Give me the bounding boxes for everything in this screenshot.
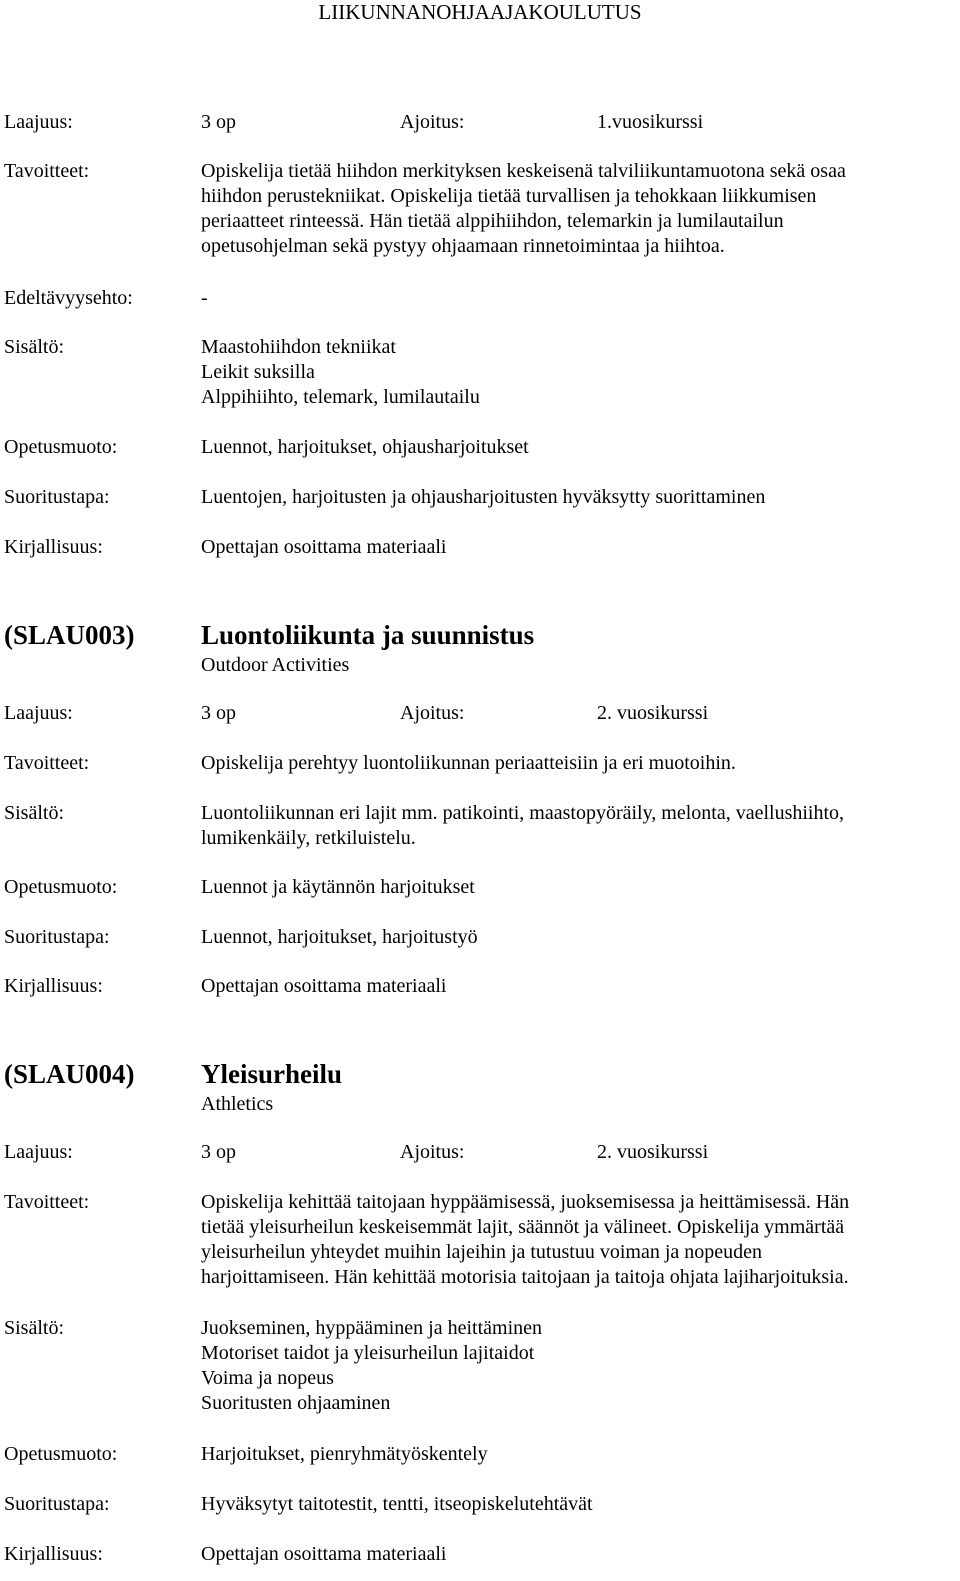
sisalto-label: Sisältö: [4,1317,65,1339]
text-line: Luontoliikunnan eri lajit mm. patikointi, maastopyöräily, melonta, vaellushiihto, [201,802,845,824]
tavoitteet-label: Tavoitteet: [4,160,90,182]
text-line: Maastohiihdon tekniikat [201,336,396,358]
tavoitteet-label: Tavoitteet: [4,752,90,774]
opetusmuoto-label: Opetusmuoto: [4,876,118,898]
sisalto-value [201,801,959,851]
tavoitteet-value: Opiskelija perehtyy luontoliikunnan periaatteisiin ja eri muotoihin. [201,752,736,774]
kirjallisuus-label: Kirjallisuus: [4,536,103,558]
laajuus-label: Laajuus: [4,1141,73,1163]
laajuus-value: 3 op [201,1141,236,1163]
kirjallisuus-label: Kirjallisuus: [4,975,103,997]
opetusmuoto-value: Harjoitukset, pienryhmätyöskentely [201,1443,488,1465]
ajoitus-label: Ajoitus: [400,702,465,724]
suoritustapa-label: Suoritustapa: [4,1493,110,1515]
laajuus-label: Laajuus: [4,111,73,133]
laajuus-label: Laajuus: [4,702,73,724]
ajoitus-label: Ajoitus: [400,1141,465,1163]
ajoitus-value: 2. vuosikurssi [597,1141,709,1163]
opetusmuoto-value: Luennot ja käytännön harjoitukset [201,876,475,898]
edeltavyysehto-label: Edeltävyysehto: [4,287,133,309]
course-code: (SLAU003) [4,620,135,650]
tavoitteet-value [201,159,959,259]
text-line: harjoittamiseen. Hän kehittää motorisia taitojaan ja taitoja ohjata lajiharjoituksia. [201,1266,849,1288]
laajuus-value: 3 op [201,702,236,724]
ajoitus-value: 1.vuosikurssi [597,111,704,133]
suoritustapa-label: Suoritustapa: [4,926,110,948]
course-subtitle: Athletics [201,1093,274,1115]
page-header: LIIKUNNANOHJAAJAKOULUTUS [318,0,642,24]
tavoitteet-label: Tavoitteet: [4,1191,90,1213]
sisalto-label: Sisältö: [4,336,65,358]
course-title: Yleisurheilu [201,1059,343,1089]
course-title: Luontoliikunta ja suunnistus [201,620,535,650]
laajuus-value: 3 op [201,111,236,133]
text-line: Juokseminen, hyppääminen ja heittäminen [201,1317,543,1339]
suoritustapa-value: Luennot, harjoitukset, harjoitustyö [201,926,478,948]
sisalto-label: Sisältö: [4,802,65,824]
course-code: (SLAU004) [4,1059,135,1089]
kirjallisuus-value: Opettajan osoittama materiaali [201,536,447,558]
kirjallisuus-value: Opettajan osoittama materiaali [201,975,447,997]
text-line: Motoriset taidot ja yleisurheilun lajitaidot [201,1342,535,1364]
text-line: opetusohjelman sekä pystyy ohjaamaan rinnetoimintaa ja hiihtoa. [201,235,725,257]
course3-heading [4,1059,956,1119]
kirjallisuus-label: Kirjallisuus: [4,1543,103,1565]
suoritustapa-value: Hyväksytyt taitotestit, tentti, itseopiskelutehtävät [201,1493,593,1515]
tavoitteet-value [201,1190,959,1290]
text-line: tietää yleisurheilun keskeisemmät lajit, säännöt ja välineet. Opiskelija ymmärtää [201,1216,845,1238]
opetusmuoto-label: Opetusmuoto: [4,436,118,458]
kirjallisuus-value: Opettajan osoittama materiaali [201,1543,447,1565]
ajoitus-label: Ajoitus: [400,111,465,133]
opetusmuoto-label: Opetusmuoto: [4,1443,118,1465]
text-line: lumikenkäily, retkiluistelu. [201,827,416,849]
sisalto-value [201,1316,959,1416]
text-line: Suoritusten ohjaaminen [201,1392,391,1414]
text-line: Leikit suksilla [201,361,315,383]
sisalto-value [201,335,959,410]
course-subtitle: Outdoor Activities [201,654,350,676]
edeltavyysehto-value: - [201,287,208,309]
suoritustapa-value: Luentojen, harjoitusten ja ohjausharjoitusten hyväksytty suorittaminen [201,486,766,508]
text-line: Alppihiihto, telemark, lumilautailu [201,386,480,408]
suoritustapa-label: Suoritustapa: [4,486,110,508]
text-line: hiihdon perustekniikat. Opiskelija tietää turvallisen ja tehokkaan liikkumisen [201,185,817,207]
text-line: Opiskelija tietää hiihdon merkityksen keskeisenä talviliikuntamuotona sekä osaa [201,160,846,182]
text-line: periaatteet rinteessä. Hän tietää alppihiihdon, telemarkin ja lumilautailun [201,210,784,232]
text-line: Opiskelija kehittää taitojaan hyppäämisessä, juoksemisessa ja heittämisessä. Hän [201,1191,850,1213]
text-line: Voima ja nopeus [201,1367,334,1389]
opetusmuoto-value: Luennot, harjoitukset, ohjausharjoitukset [201,436,529,458]
course2-heading [4,620,956,680]
ajoitus-value: 2. vuosikurssi [597,702,709,724]
text-line: yleisurheilun yhteydet muihin lajeihin ja tutustuu voiman ja nopeuden [201,1241,763,1263]
